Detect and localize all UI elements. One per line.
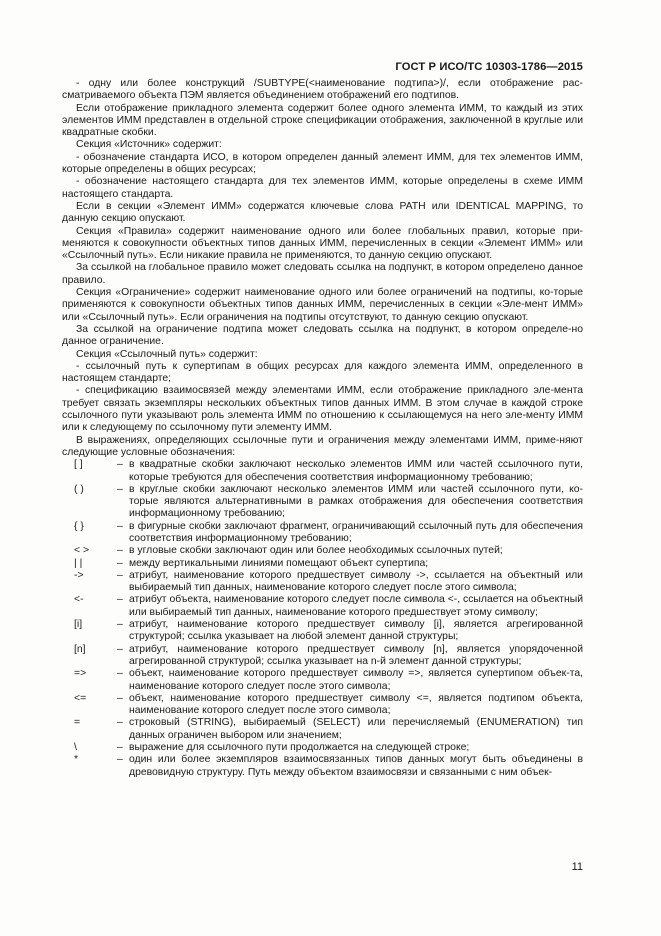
paragraph: Секция «Правила» содержит наименование одного или более глобальных правил, которые при-меняются к совокупности объектных типов данных ИММ, перечисленных в секции «Элемент ИММ» или «Ссылочный путь». Если никакие правила не применяются, то данную секцию опускают. [62, 225, 583, 262]
paragraph: Секция «Источник» содержит: [76, 139, 222, 151]
paragraph: Секция «Ограничение» содержит наименование одного или более ограничений на подтипы, ко-торые применяются к совокупности объектных типов данных ИММ, перечисленных в секции «Эле-мент ИММ» или «Ссылочный путь». Если ограничения на подтипы отсутствуют, то данную секцию опускают. [62, 287, 583, 323]
notation-item [62, 484, 583, 521]
paragraph: Если в секции «Элемент ИММ» содержатся ключевые слова PATH или IDENTICAL MAPPING, то данную секцию опускают. [62, 200, 583, 225]
notation-symbol: <= [74, 692, 87, 704]
notation-symbol: <- [74, 594, 84, 606]
notation-text: в квадратные скобки заключают несколько элементов ИММ или частей ссылочного пути, которые требуются для обеспечения соответствия информационному требованию; [129, 459, 583, 483]
paragraph: Секция «Ссылочный путь» содержит: [76, 348, 258, 360]
standard-header: ГОСТ Р ИСО/ТС 10303-1786—2015 [395, 61, 583, 73]
paragraph: За ссылкой на ограничение подтипа может следовать ссылка на подпункт, в котором определе-но данное ограничение. [62, 323, 583, 348]
notation-text: объект, наименование которого предшествует символу =>, является супертипом объек-та, наименование которого следует после этого символа; [129, 668, 583, 692]
notation-dash: – [117, 459, 123, 471]
document-body [62, 78, 583, 779]
notation-symbol: | | [74, 557, 83, 569]
notation-symbol: * [74, 754, 79, 766]
notation-symbol: => [74, 668, 87, 680]
notation-item [62, 693, 583, 718]
notation-text: выражение для ссылочного пути продолжается на следующей строке; [129, 742, 470, 754]
notation-text: атрибут, наименование которого предшествует символу [n], является упорядоченной агрегированной структурой; ссылка указывает на n-й элемент данной структуры; [129, 643, 583, 667]
notation-item [62, 619, 583, 644]
paragraph: Если отображение прикладного элемента содержит более одного элемента ИММ, то каждый из этих элементов ИММ представлен в отдельной строке спецификации отображения, заключенной в круглые или квадратные скобки. [62, 102, 583, 139]
notation-symbol: [n] [74, 643, 86, 655]
notation-text: атрибут, наименование которого предшествует символу ->, ссылается на объектный или выбираемый тип данных, наименование которого следует после этого символа; [129, 569, 583, 594]
notation-symbol: [ ] [74, 459, 83, 471]
notation-text: в круглые скобки заключают несколько элементов ИММ или частей ссылочного пути, ко-торые являются альтернативными в рамках отображения для обеспечения соответствия информационному требованию; [129, 483, 583, 520]
notation-item [62, 644, 583, 669]
notation-dash: – [117, 569, 123, 581]
notation-item [62, 558, 583, 570]
paragraph: - ссылочный путь к супертипам в общих ресурсах для каждого элемента ИММ, определенного в настоящем стандарте; [62, 360, 583, 385]
notation-dash: – [117, 520, 123, 532]
paragraph: - обозначение стандарта ИСО, в котором определен данный элемент ИММ, для тех элементов ИММ, которые определены в общих ресурсах; [62, 151, 583, 176]
paragraph: В выражениях, определяющих ссылочные пути и ограничения между элементами ИММ, приме-няют следующие условные обозначения: [62, 434, 583, 458]
notation-symbol: [i] [74, 619, 83, 631]
paragraph: - спецификацию взаимосвязей между элементами ИММ, если отображение прикладного эле-мента требует связать экземпляры нескольких объектных типов данных ИММ. В этом случае в каждой строке ссылочного пути указывают роль элемента ИММ по отношению к ссылающемуся на него эле-менту ИММ или к следующему по ссылочному пути элементу ИММ. [62, 385, 583, 434]
notation-text: атрибут, наименование которого предшествует символу [i], является агрегированной структурой; ссылка указывает на любой элемент данной структуры; [129, 619, 583, 643]
notation-dash: – [117, 594, 123, 606]
notation-item [62, 594, 583, 619]
notation-text: строковый (STRING), выбираемый (SELECT) или перечисляемый (ENUMERATION) тип данных ограничен выбором или значением; [129, 717, 583, 741]
paragraph: - одну или более конструкций /SUBTYPE(<наименование подтипа>)/, если отображение рас-сматриваемого объекта ПЭМ является объединением отображений его подтипов. [62, 78, 583, 102]
notation-symbol: \ [74, 742, 77, 754]
notation-dash: – [117, 717, 123, 729]
notation-symbol: -> [74, 569, 84, 581]
notation-dash: – [117, 557, 123, 569]
notation-text: между вертикальными линиями помещают объект супертипа; [129, 557, 429, 569]
notation-text: в угловые скобки заключают один или более необходимых ссылочных путей; [129, 545, 503, 557]
notation-item [62, 570, 583, 595]
notation-item [62, 717, 583, 742]
notation-item [62, 754, 583, 779]
page-number: 11 [571, 861, 583, 873]
notation-item [62, 459, 583, 484]
notation-item [62, 545, 583, 557]
notation-dash: – [117, 754, 123, 766]
notation-dash: – [117, 668, 123, 680]
notation-symbol: ( ) [74, 483, 84, 495]
notation-dash: – [117, 483, 123, 495]
notation-dash: – [117, 619, 123, 631]
notation-item [62, 668, 583, 693]
notation-list [62, 459, 583, 779]
notation-dash: – [117, 692, 123, 704]
notation-text: атрибут объекта, наименование которого следует после символа <-, ссылается на объектный или выбираемый тип данных, наименование которого предшествует этому символу; [129, 594, 584, 618]
notation-dash: – [117, 742, 123, 754]
notation-dash: – [117, 643, 123, 655]
notation-dash: – [117, 545, 123, 557]
notation-text: объект, наименование которого предшествует символу <=, является подтипом объекта, наименование которого следует после этого символа; [129, 692, 583, 717]
notation-text: в фигурные скобки заключают фрагмент, ограничивающий ссылочный путь для обеспечения соответствия информационному требованию; [129, 520, 583, 544]
notation-text: один или более экземпляров взаимосвязанных типов данных могут быть объединены в древовидную структуру. Путь между объектом взаимосвязи и связанными с ним объек- [129, 754, 583, 778]
notation-symbol: { } [74, 520, 84, 532]
paragraph: - обозначение настоящего стандарта для тех элементов ИММ, которые определены в схеме ИММ настоящего стандарта. [62, 176, 583, 200]
notation-symbol: = [74, 717, 81, 729]
paragraph: За ссылкой на глобальное правило может следовать ссылка на подпункт, в котором определено данное правило. [62, 262, 583, 286]
notation-symbol: < > [74, 545, 90, 557]
notation-item [62, 742, 583, 754]
notation-item [62, 521, 583, 546]
